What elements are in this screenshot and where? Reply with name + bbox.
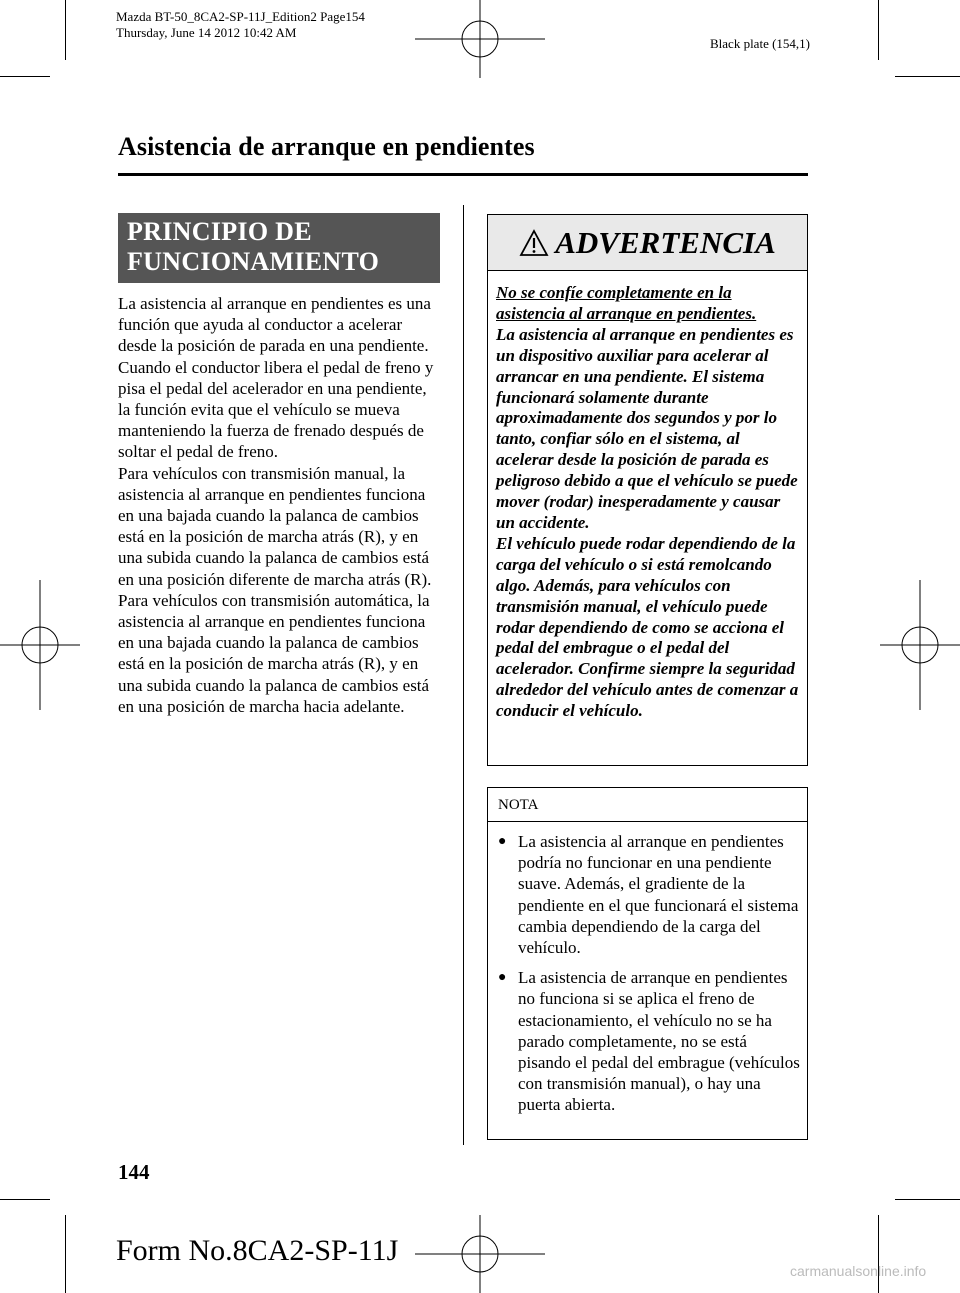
- note-item-text: La asistencia de arranque en pendientes no funciona si se aplica el freno de estacionamiento, el vehículo no se ha parado completamente, no se está pisando el pedal del embrague (vehículos con transmisión manual), o hay una puerta abierta.: [518, 968, 800, 1115]
- crop-mark: [0, 76, 50, 77]
- crop-mark: [878, 1215, 879, 1293]
- warning-header: [488, 215, 807, 271]
- paragraph: Para vehículos con transmisión automática, la asistencia al arranque en pendientes funciona en una bajada cuando la palanca de cambios está en la posición de marcha atrás (R), y en una subida cuando la palanca de cambios está en una posición de marcha hacia adelante.: [118, 590, 430, 716]
- heading-line-1: PRINCIPIO DE: [127, 217, 312, 246]
- note-item-text: La asistencia al arranque en pendientes podría no funcionar en una pendiente suave. Además, el gradiente de la pendiente en el que funcionará el sistema cambia dependiendo de la carga del vehículo.: [518, 832, 799, 958]
- bullet-icon: ●: [498, 970, 507, 986]
- note-title: NOTA: [488, 788, 807, 822]
- crop-mark: [65, 1215, 66, 1293]
- registration-mark-icon: [415, 0, 545, 78]
- page-number: 144: [118, 1160, 150, 1184]
- registration-mark-icon: [0, 580, 80, 710]
- subsection-heading: [118, 213, 440, 283]
- warning-title: ADVERTENCIA: [555, 224, 776, 260]
- crop-mark: [65, 0, 66, 60]
- warning-box: [487, 214, 808, 766]
- crop-mark: [895, 1199, 960, 1200]
- date-line: Thursday, June 14 2012 10:42 AM: [116, 25, 297, 40]
- form-number: Form No.8CA2-SP-11J: [116, 1234, 399, 1267]
- heading-line-2: FUNCIONAMIENTO: [127, 247, 380, 276]
- paragraph: Para vehículos con transmisión manual, la asistencia al arranque en pendientes funciona en una bajada cuando la palanca de cambios está en la posición de marcha atrás (R), y en una subida cuando la palanca de cambios está en una posición diferente de marcha atrás (R).: [118, 463, 432, 589]
- body-text: [118, 293, 443, 717]
- registration-mark-icon: [880, 580, 960, 710]
- list-item: [498, 831, 801, 958]
- file-line: Mazda BT-50_8CA2-SP-11J_Edition2 Page154: [116, 9, 365, 24]
- list-item: [498, 967, 801, 1115]
- plate-label: Black plate (154,1): [710, 36, 810, 51]
- warning-text: El vehículo puede rodar dependiendo de la carga del vehículo o si está remolcando algo. Además, para vehículos con transmisión manual, el vehículo puede rodar dependiendo de como se acciona el pedal del embrague o el pedal del acelerador. Confirme siempre la seguridad alrededor del vehículo antes de comenzar a conducir el vehículo.: [496, 533, 799, 721]
- crop-mark: [0, 1199, 50, 1200]
- crop-mark: [895, 76, 960, 77]
- watermark: carmanualsonline.info: [790, 1263, 927, 1279]
- registration-mark-icon: [415, 1215, 545, 1293]
- note-list: [488, 822, 807, 1116]
- warning-text: La asistencia al arranque en pendientes es un dispositivo auxiliar para acelerar al arrancar en una pendiente. El sistema funcionará solamente durante aproximadamente dos segundos y por lo tanto, confiar sólo en el sistema, al acelerar desde la posición de parada es peligroso debido a que el vehículo se puede mover (rodar) inesperadamente y causar un accidente.: [496, 324, 798, 532]
- section-title: Asistencia de arranque en pendientes: [118, 132, 535, 161]
- paragraph: La asistencia al arranque en pendientes es una función que ayuda al conductor a acelerar desde la posición de parada en una pendiente. Cuando el conductor libera el pedal de freno y pisa el pedal del acelerador en una pendiente, la función evita que el vehículo se mueva manteniendo la fuerza de frenado después de soltar el pedal de freno.: [118, 294, 434, 462]
- column-divider: [463, 205, 464, 1145]
- warning-triangle-icon: [519, 229, 549, 257]
- note-box: [487, 787, 808, 1140]
- warning-body: [488, 271, 807, 722]
- crop-mark: [878, 0, 879, 60]
- title-rule: [118, 173, 808, 176]
- bullet-icon: ●: [498, 834, 507, 849]
- file-info: [116, 9, 365, 41]
- warning-lead: No se confíe completamente en la asistencia al arranque en pendientes.: [496, 283, 757, 323]
